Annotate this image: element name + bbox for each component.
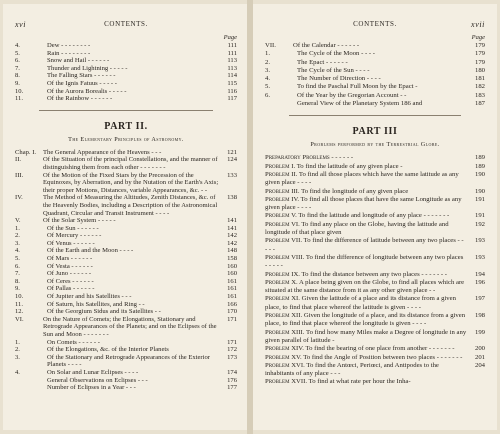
problem-text: To find at what rate per hour the Inha-	[308, 378, 411, 386]
entry-title	[265, 362, 467, 379]
entry-title	[265, 271, 467, 279]
toc-entry	[15, 80, 237, 88]
entry-page: 124	[227, 156, 237, 164]
problem-label: Problem V.	[265, 212, 297, 220]
entry-page: 179	[474, 58, 485, 66]
problem-label: Problem XV.	[265, 353, 302, 361]
toc-entry	[15, 95, 237, 103]
entry-title	[265, 354, 467, 362]
toc-entry	[265, 329, 485, 346]
entry-title: The Number of Direction - - - -	[297, 75, 381, 83]
toc-entry	[265, 42, 485, 50]
toc-entry	[15, 308, 237, 316]
entry-page: 177	[227, 384, 237, 392]
entry-title: Of the Solar System - - - - -	[43, 217, 116, 225]
toc-entry	[265, 212, 485, 220]
entry-title: Of Pallas - - - - - -	[47, 285, 95, 293]
entry-title: Number of Eclipses in a Year - - -	[47, 384, 136, 392]
divider-rule	[39, 110, 213, 111]
entry-title: Of the Georgium Sidus and its Satellites - -	[47, 308, 161, 316]
entry-page: 114	[227, 72, 237, 80]
entry-title: Rain - - - - - - - -	[47, 49, 91, 57]
entry-page: 171	[227, 338, 237, 346]
problem-text: To find the longitude of any given place	[301, 187, 409, 195]
entry-page: 166	[227, 300, 237, 308]
left-page	[3, 4, 247, 430]
problem-text: To find the distance between any two places - - - - - - -	[301, 270, 448, 278]
toc-entry	[265, 171, 485, 188]
entry-title: The General Appearance of the Heavens - - -	[43, 148, 162, 156]
entry-title: On the Nature of Comets; the Elongations, Stationary and Retrograde Appearances of the Planets; and on the Eclipses of the Sun and Moon - - - - - - -	[43, 315, 217, 338]
toc-entry	[15, 217, 237, 225]
problem-label: Problem XII.	[265, 312, 303, 320]
toc-entry	[15, 293, 237, 301]
entry-title: Of the Rainbow - - - - - -	[47, 95, 113, 103]
toc-list	[15, 42, 237, 103]
entry-page: 161	[227, 293, 237, 301]
entry-title: Of the Stationary and Retrograde Appearances of the Exterior Planets - - - -	[47, 353, 210, 369]
entry-page: 192	[474, 220, 485, 228]
toc-entry	[265, 59, 485, 67]
entry-page: 161	[227, 277, 237, 285]
entry-number: 4.	[15, 42, 20, 49]
entry-page: 116	[227, 87, 237, 95]
entry-title: The Method of Measuring the Altitudes, Zenith Distances, &c. of the Heavenly Bodies, including a Description of the Astronomical Quadrant, Circular and Transit Instrument - - - -	[43, 194, 218, 217]
entry-number: 3.	[15, 353, 20, 361]
toc-entry	[265, 67, 485, 75]
toc-entry	[15, 240, 237, 248]
toc-entry	[265, 378, 485, 386]
entry-page: 194	[474, 270, 485, 278]
toc-entry	[15, 354, 237, 369]
toc-entry	[265, 279, 485, 296]
entry-title	[265, 254, 467, 271]
entry-title: Of Jupiter and his Satellites - - -	[47, 293, 132, 301]
entry-page: 172	[227, 346, 237, 354]
problem-text: Given the longitude of a place, and its distance from a given place, to find that place whereof the longitude is given - - - -	[265, 312, 466, 328]
entry-number: 2.	[265, 58, 271, 66]
entry-title: Of the Earth and the Moon - - - -	[47, 247, 134, 255]
part-subtitle: Problems performed by the Terrestrial Globe.	[310, 141, 440, 149]
entry-title: On Comets - - - - - -	[47, 338, 100, 346]
problem-text: To find the difference of longitude between any two places - - - - -	[265, 253, 464, 270]
toc-entry	[15, 225, 237, 233]
entry-title	[265, 171, 467, 188]
entry-number: 7.	[15, 270, 20, 278]
entry-title	[265, 163, 467, 171]
toc-entry	[265, 237, 485, 254]
running-title: CONTENTS.	[353, 20, 397, 28]
entry-number: 2.	[15, 346, 20, 354]
toc-entry	[15, 65, 237, 73]
entry-page: 183	[474, 91, 485, 99]
toc-entry	[15, 301, 237, 309]
entry-page: 199	[474, 328, 485, 336]
entry-page: 201	[474, 353, 485, 361]
entry-title	[265, 196, 467, 213]
entry-title: On Solar and Lunar Eclipses - - - -	[47, 368, 139, 376]
entry-number: 11.	[15, 95, 23, 103]
entry-number: 12.	[15, 308, 24, 316]
part-title: PART II.	[104, 120, 148, 132]
toc-entry	[265, 163, 485, 171]
toc-list	[265, 50, 485, 108]
entry-page: 148	[227, 247, 237, 255]
entry-title: Of the Motion of the Fixed Stars by the Precession of the Equinoxes, by Aberration, and by the Nutation of the Earth's Axis; their proper Motions, Distances, variable Appearances, &c. - -	[43, 171, 219, 194]
entry-page: 133	[227, 171, 237, 179]
entry-page: 138	[227, 194, 237, 202]
entry-page: 174	[227, 368, 237, 376]
entry-title: Snow and Hail - - - - - -	[47, 57, 110, 65]
entry-title: General View of the Planetary System 186 and	[297, 100, 423, 108]
entry-page: 189	[474, 154, 485, 162]
entry-number: 11.	[15, 300, 23, 308]
toc-entry	[15, 377, 237, 385]
entry-title: The Falling Stars - - - - - -	[47, 72, 116, 80]
entry-title	[265, 295, 467, 312]
entry-page: 117	[227, 95, 237, 103]
entry-number: 9.	[15, 79, 20, 87]
entry-title: Of Juno - - - - - -	[47, 270, 92, 278]
toc-entry	[265, 221, 485, 238]
problem-text: To find all those places that have the same Longitude as any given place - - - -	[265, 195, 462, 212]
entry-number: 1.	[15, 338, 20, 346]
entry-title: Thunder and Lightning - - - - -	[47, 64, 128, 72]
problem-label: Problem X.	[265, 278, 298, 286]
toc-entry	[15, 339, 237, 347]
problem-label: Problem XVI.	[265, 361, 305, 369]
toc-entry	[265, 354, 485, 362]
problem-label: Problem XI.	[265, 295, 300, 303]
toc-entry	[265, 362, 485, 379]
entry-number: 8.	[15, 72, 20, 80]
entry-page: 193	[474, 253, 485, 261]
entry-title: Of the Situation of the principal Constellations, and the manner of distinguishing them from each other - - - - - - -	[43, 156, 218, 171]
problem-label: Problem VIII.	[265, 253, 305, 261]
toc-entry	[15, 194, 237, 217]
entry-page: 170	[227, 308, 237, 316]
entry-number: 8.	[15, 277, 20, 285]
toc-entry	[15, 346, 237, 354]
entry-number: 3.	[15, 239, 20, 247]
toc-entry	[15, 316, 237, 339]
entry-page: 191	[474, 212, 485, 220]
entry-number: Chap. I.	[15, 148, 37, 156]
entry-page: 142	[227, 232, 237, 240]
problem-text: A place being given on the Globe, to find all places which are situated at the same distance from it as any other given place - -	[265, 278, 465, 295]
problem-text: To find the difference of latitude between any two places - - - - -	[265, 237, 464, 253]
entry-number: 5.	[15, 255, 20, 263]
entry-number: 5.	[265, 83, 271, 91]
toc-entry	[265, 254, 485, 271]
entry-title: The Cycle of the Moon - - - -	[297, 50, 375, 58]
entry-title	[265, 237, 467, 254]
page-number: xvi	[15, 20, 27, 29]
entry-number: 10.	[15, 87, 24, 95]
entry-number: 9.	[15, 285, 20, 293]
problem-label: Problem I.	[265, 162, 296, 170]
toc-entry	[15, 149, 237, 157]
entry-title	[265, 279, 467, 296]
toc-entry	[15, 263, 237, 271]
toc-entry	[265, 154, 485, 162]
toc-entry	[15, 285, 237, 293]
entry-title: Of the Aurora Borealis - - - - -	[47, 87, 127, 95]
toc-entry	[15, 72, 237, 80]
entry-number: III.	[15, 171, 24, 179]
toc-entry	[15, 50, 237, 58]
entry-title	[265, 221, 467, 238]
toc-entry	[15, 156, 237, 171]
part-subtitle: The Elementary Principles of Astronomy.	[68, 135, 184, 143]
right-page	[253, 4, 497, 430]
entry-number: V.	[15, 217, 21, 225]
entry-title: The Cycle of the Sun - - - -	[297, 66, 370, 74]
entry-number: 1.	[15, 224, 20, 232]
problem-text: To find the bearing of one place from another - - - - - - -	[305, 345, 455, 353]
entry-page: 113	[227, 57, 237, 65]
entry-number: 6.	[15, 262, 20, 270]
entry-title: Of the Ignis Fatuus - - - - -	[47, 79, 117, 87]
problem-text: To find the Antœci, Periœci, and Antipodes to the inhabitants of any place - - -	[265, 361, 439, 378]
entry-title: To find the Paschal Full Moon by the Epact -	[297, 83, 418, 91]
toc-list	[265, 42, 485, 50]
entry-page: 190	[474, 187, 485, 195]
entry-page: 197	[474, 295, 485, 303]
entry-page: 142	[227, 239, 237, 247]
entry-page: 171	[227, 315, 237, 323]
running-head	[15, 20, 237, 32]
entry-number: 6.	[15, 57, 20, 65]
entry-number: 3.	[265, 66, 271, 74]
problem-text: Given the latitude of a place and its distance from a given place, to find that place whereof the latitude is given - - - -	[265, 295, 456, 311]
entry-title: Of Mars - - - - - -	[47, 255, 93, 263]
toc-entry	[15, 255, 237, 263]
toc-entry	[15, 232, 237, 240]
entry-number: IV.	[15, 194, 23, 202]
entry-title: Of Mercury - - - - - -	[47, 232, 102, 240]
toc-entry	[15, 384, 237, 392]
problem-label: Problem IX.	[265, 270, 300, 278]
entry-title	[265, 345, 467, 353]
entry-page: 161	[227, 285, 237, 293]
entry-page: 158	[227, 255, 237, 263]
problem-label: Problem IV.	[265, 195, 300, 203]
toc-list	[265, 154, 485, 386]
problem-text: To find how many Miles make a Degree of longitude in any given parallel of latitude -	[265, 328, 467, 344]
entry-title: Of the Calendar - - - - - -	[293, 42, 360, 49]
entry-title	[265, 378, 467, 386]
entry-title: Of Venus - - - - - -	[47, 239, 95, 247]
problem-label: Problem XIV.	[265, 345, 304, 353]
toc-entry	[15, 172, 237, 195]
entry-page: 193	[474, 237, 485, 245]
entry-number: 4.	[265, 75, 271, 83]
toc-list	[15, 316, 237, 339]
entry-number: VII.	[265, 42, 276, 49]
problem-text: - - - - - -	[331, 154, 354, 162]
entry-number: 7.	[15, 64, 20, 72]
entry-page: 191	[474, 195, 485, 203]
toc-entry	[15, 369, 237, 377]
entry-page: 204	[474, 361, 485, 369]
entry-page: 141	[227, 217, 237, 225]
entry-number: 5.	[15, 49, 20, 57]
entry-number: II.	[15, 156, 22, 164]
divider-rule	[289, 115, 461, 116]
toc-list	[15, 339, 237, 392]
entry-title: Of Vesta - - - - - -	[47, 262, 93, 270]
page-number: xvii	[471, 20, 485, 29]
entry-page: 179	[474, 42, 485, 49]
entry-page: 187	[474, 100, 485, 108]
toc-entry	[265, 83, 485, 91]
entry-number: VI.	[15, 315, 24, 323]
toc-entry	[265, 345, 485, 353]
entry-title: Of the Sun - - - - - -	[47, 224, 99, 232]
entry-page: 160	[227, 262, 237, 270]
toc-entry	[15, 42, 237, 50]
toc-entry	[265, 100, 485, 108]
entry-page: 182	[474, 83, 485, 91]
problem-label: Problem III.	[265, 187, 300, 195]
entry-page: 179	[474, 50, 485, 58]
entry-page: 196	[474, 278, 485, 286]
toc-entry	[15, 247, 237, 255]
page-column-label: Page	[471, 34, 485, 41]
problem-text: To find the latitude of any given place -	[296, 162, 403, 170]
problem-label: Problem II.	[265, 170, 298, 178]
entry-title: The Epact - - - - - -	[297, 58, 348, 66]
entry-page: 176	[227, 376, 237, 384]
entry-title: Of the Year by the Gregorian Account - -	[297, 91, 407, 99]
problem-label: Problem XIII.	[265, 328, 305, 336]
entry-page: 180	[474, 66, 485, 74]
problem-text: To find the latitude and longitude of any place - - - - - - -	[298, 212, 450, 220]
entry-page: 200	[474, 345, 485, 353]
problem-label: Problem XVII.	[265, 378, 308, 386]
entry-number: 4.	[15, 247, 20, 255]
entry-title	[265, 329, 467, 346]
toc-entry	[15, 88, 237, 96]
problem-text: To find all those places which have the same latitude as any given place - - - -	[265, 170, 459, 187]
toc-entry	[265, 188, 485, 196]
entry-page: 111	[227, 42, 237, 49]
entry-page: 160	[227, 270, 237, 278]
entry-number: 1.	[265, 50, 271, 58]
running-title: CONTENTS.	[104, 20, 148, 28]
problem-text: To find any place on the Globe, having the latitude and longitude of that place given	[265, 220, 449, 237]
entry-page: 141	[227, 224, 237, 232]
part-title: PART III	[352, 126, 398, 138]
toc-entry	[265, 271, 485, 279]
entry-title	[265, 188, 467, 196]
entry-page: 111	[227, 49, 237, 57]
toc-list	[15, 225, 237, 316]
page-column-label: Page	[223, 34, 237, 41]
entry-number: 10.	[15, 293, 24, 301]
entry-page: 113	[227, 64, 237, 72]
entry-number: 2.	[15, 232, 20, 240]
toc-entry	[265, 92, 485, 100]
entry-page: 121	[227, 148, 237, 156]
toc-entry	[15, 270, 237, 278]
entry-title	[265, 154, 467, 162]
entry-title: General Observations on Eclipses - - -	[47, 376, 148, 384]
toc-entry	[265, 196, 485, 213]
running-head	[265, 20, 485, 32]
entry-title: Of Ceres - - - - - -	[47, 277, 94, 285]
entry-page: 190	[474, 170, 485, 178]
toc-list	[15, 149, 237, 225]
problem-label: Preparatory Problems	[265, 154, 330, 162]
toc-entry	[15, 57, 237, 65]
entry-title: Of Saturn, his Satellites, and Ring - -	[47, 300, 145, 308]
entry-page: 115	[227, 79, 237, 87]
entry-number: 4.	[15, 368, 20, 376]
entry-title: Dew - - - - - - - -	[47, 42, 91, 49]
toc-entry	[265, 50, 485, 58]
problem-label: Problem VII.	[265, 237, 303, 245]
toc-entry	[265, 75, 485, 83]
problem-label: Problem VI.	[265, 220, 300, 228]
entry-page: 189	[474, 162, 485, 170]
toc-entry	[15, 278, 237, 286]
problem-text: To find the Angle of Position between two places - - - - - - -	[303, 353, 463, 361]
entry-title	[265, 312, 467, 329]
toc-entry	[265, 312, 485, 329]
entry-page: 181	[474, 75, 485, 83]
entry-title: Of the Elongations, &c. of the Interior Planets	[47, 346, 169, 354]
entry-page: 198	[474, 312, 485, 320]
entry-page: 173	[227, 353, 237, 361]
entry-title	[265, 212, 467, 220]
toc-entry	[265, 295, 485, 312]
entry-number: 6.	[265, 91, 271, 99]
